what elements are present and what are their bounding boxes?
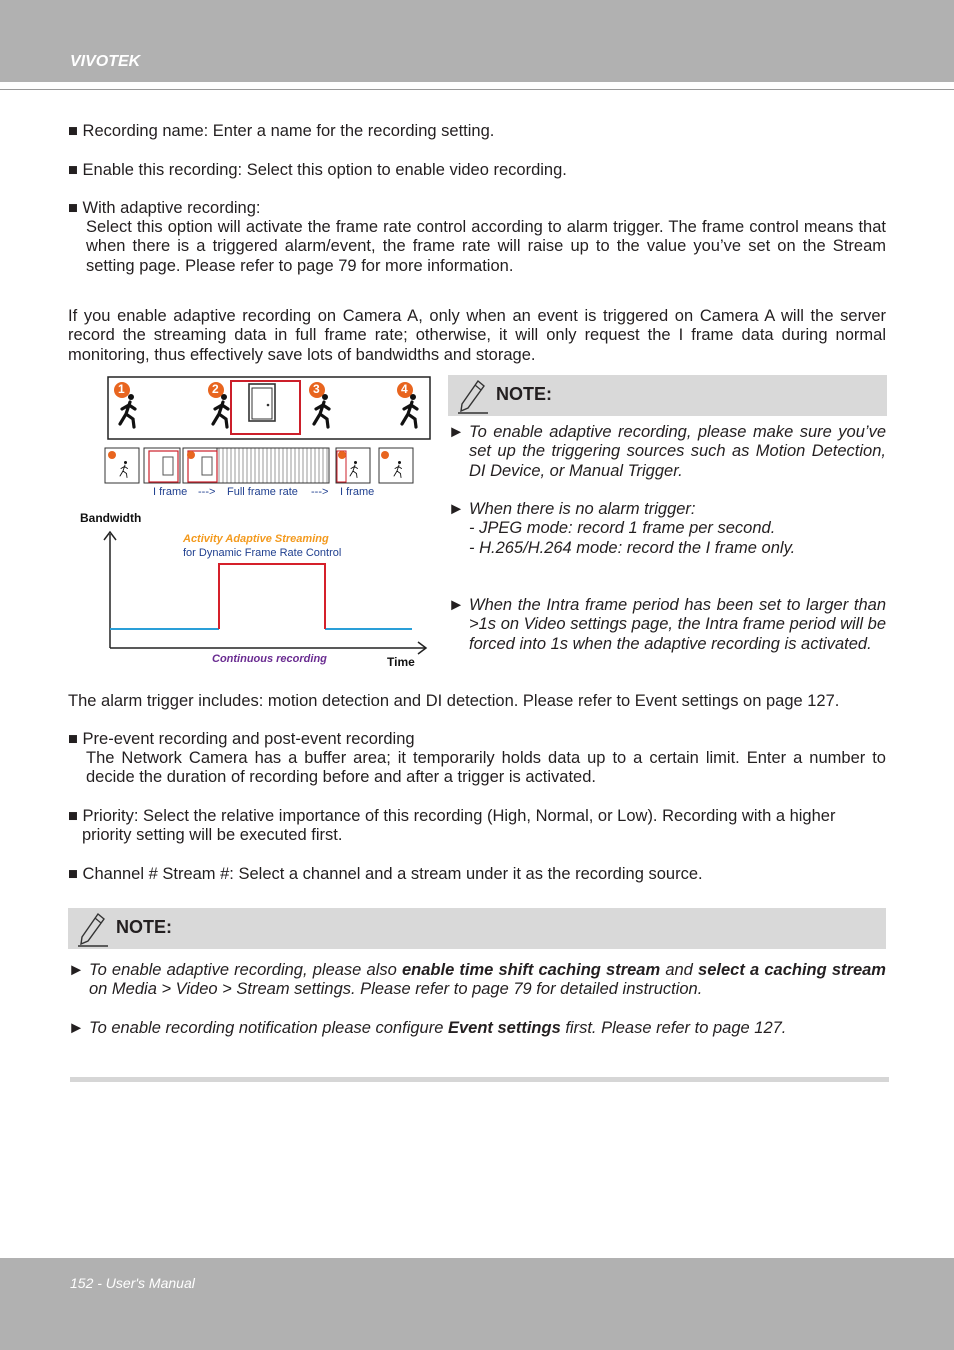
bullet-priority-line2: priority setting will be executed first. (82, 826, 343, 844)
note-1-item-2-text: When there is no alarm trigger: (469, 500, 696, 518)
bullet-channel-stream: ■ Channel # Stream #: Select a channel and a stream under it as the recording source. (68, 865, 703, 883)
header-divider (0, 89, 954, 90)
bullet-priority-line1: ■ Priority: Select the relative importance of this recording (High, Normal, or Low). Recording with a higher (68, 807, 836, 825)
note-2-item-1: ► To enable adaptive recording, please also enable time shift caching stream and select a caching stream on Media > Video > Stream settings. Please refer to page 79 for detailed instruction. (68, 961, 886, 999)
arrow-icon: ► (448, 423, 465, 441)
bullet-recording-name: ■ Recording name: Enter a name for the recording setting. (68, 122, 495, 140)
note-1-item-1-text: To enable adaptive recording, please make sure you’ve set up the triggering sources such as Motion Detection, DI Device, or Manual Trigger. (469, 423, 886, 480)
note-1-item-2-h265: - H.265/H.264 mode: record the I frame only. (469, 538, 796, 557)
frame-label-full: Full frame rate (227, 486, 298, 498)
bullet-pre-event-body: The Network Camera has a buffer area; it temporarily holds data up to a certain limit. Enter a number to decide the duration of recording before and after a trigger is activated. (86, 749, 886, 787)
note-2-bar (68, 908, 886, 949)
chart-title: Activity Adaptive Streaming (183, 533, 329, 545)
emphasis-event-settings: Event settings (447, 1019, 561, 1037)
bullet-enable-recording: ■ Enable this recording: Select this option to enable video recording. (68, 161, 567, 179)
frame-label-iframe-2: I frame (340, 486, 375, 498)
adaptive-recording-diagram (78, 374, 438, 674)
note-1-item-1 (448, 423, 886, 481)
axis-label-bandwidth: Bandwidth (80, 511, 142, 525)
pencil-icon (456, 378, 490, 414)
bullet-adaptive-title: ■ With adaptive recording: (68, 199, 261, 217)
note-2-item-2: ► To enable recording notification please configure Event settings first. Please refer to page 127. (68, 1019, 787, 1037)
page-footer (0, 1258, 954, 1350)
frame-label-iframe-1: I frame (153, 486, 188, 498)
emphasis-time-shift: enable time shift caching stream (401, 961, 661, 979)
arrow-icon: ► (448, 596, 465, 614)
pencil-icon (76, 911, 110, 947)
bullet-adaptive-body: Select this option will activate the frame rate control according to alarm trigger. The frame control means that when there is a triggered alarm/event, the frame rate will raise up to the value you’ve set on the Stream setting page. Please refer to page 79 for more information. (86, 218, 886, 275)
note-1-label: NOTE: (496, 384, 552, 404)
emphasis-caching-stream: select a caching stream (698, 961, 886, 979)
arrow-icon: ► (448, 500, 465, 518)
scene-box (108, 377, 430, 439)
alarm-paragraph: The alarm trigger includes: motion detection and DI detection. Please refer to Event settings on page 127. (68, 692, 840, 710)
note-1-item-2 (448, 500, 886, 558)
page-number: 152 - User's Manual (70, 1275, 195, 1291)
arrow-icon: ► (68, 961, 85, 979)
note-1-item-2-jpeg: - JPEG mode: record 1 frame per second. (469, 519, 776, 538)
badge-3-label: 3 (313, 382, 320, 396)
note-1-bar (448, 375, 887, 416)
frame-strip (105, 448, 413, 483)
camera-paragraph: If you enable adaptive recording on Camera A, only when an event is triggered on Camera A will the server record the streaming data in full frame rate; otherwise, it will only request the I frame data during normal monitoring, thus effectively save lots of bandwidths and storage. (68, 307, 886, 364)
note-1-item-3 (448, 596, 886, 654)
note-2-label: NOTE: (116, 917, 172, 937)
frame-label-arrow-1: ---> (198, 486, 216, 498)
badge-4-label: 4 (401, 382, 408, 396)
baseline-label: Continuous recording (212, 653, 327, 665)
bottom-divider (70, 1077, 889, 1082)
arrow-icon: ► (68, 1019, 85, 1037)
badge-1-label: 1 (118, 382, 125, 396)
chart-subtitle: for Dynamic Frame Rate Control (183, 547, 342, 559)
frame-label-arrow-2: ---> (311, 486, 329, 498)
page-header (0, 0, 954, 82)
brand-logo: VIVOTEK (70, 53, 141, 70)
bandwidth-pulse (219, 564, 325, 629)
note-1-item-3-text: When the Intra frame period has been set to larger than >1s on Video settings page, the Intra frame period will be forced into 1s when the adaptive recording is activated. (469, 596, 886, 653)
axis-label-time: Time (387, 655, 415, 669)
bullet-pre-event-title: ■ Pre-event recording and post-event recording (68, 730, 415, 748)
badge-2-label: 2 (212, 382, 219, 396)
